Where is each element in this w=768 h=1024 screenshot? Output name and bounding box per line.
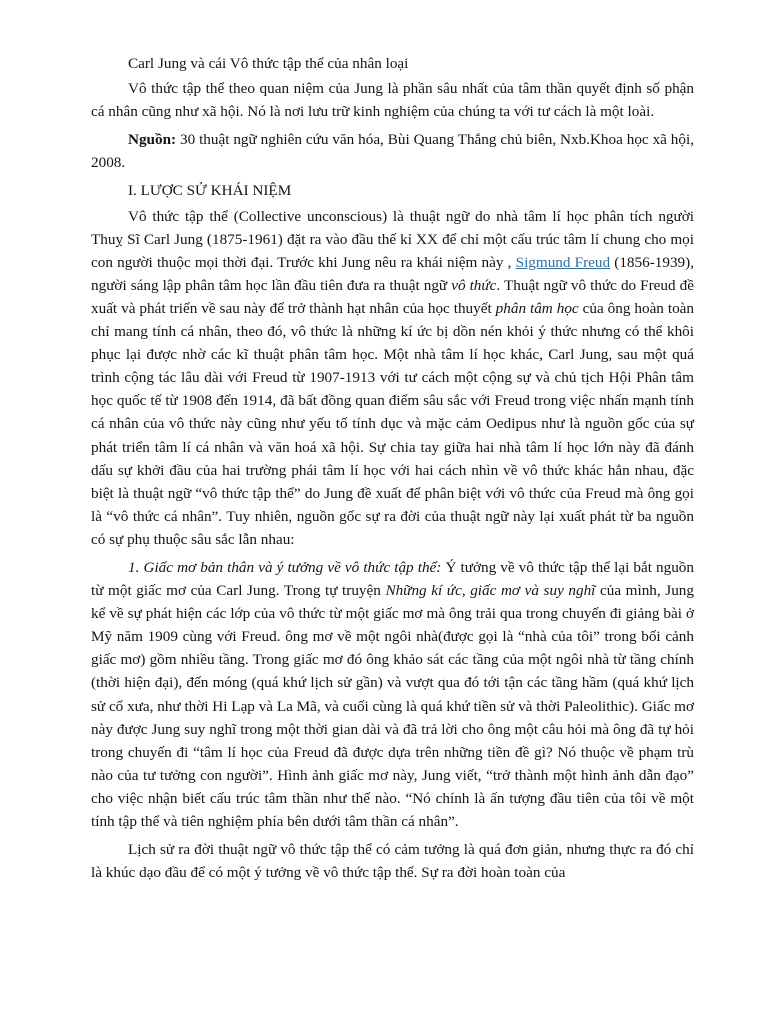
term-vo-thuc: vô thức [451, 276, 497, 294]
source-label: Nguồn: [128, 131, 177, 149]
dream-paragraph [91, 556, 694, 833]
closing-paragraph: Lịch sử ra đời thuật ngữ vô thức tập thể có cảm tưởng là quá đơn giản, nhưng thực ra đó chỉ là khúc dạo đầu để có một ý tưởng về vô thức tập thể. Sự ra đời hoàn toàn của [91, 841, 694, 882]
sigmund-freud-link[interactable]: Sigmund Freud [515, 253, 611, 271]
history-text-1: Vô thức tập thể (Collective unconscious) là thuật ngữ do nhà tâm lí học phân tích người Thuỵ Sĩ Carl Jung (1875-1961) đặt ra vào đầu thế kỉ XX để chỉ một cấu trúc tâm lí chung cho mọi con người thuộc mọi thời đại. Trước khi Jung nêu ra khái niệm này , [91, 207, 694, 271]
intro-paragraph: Vô thức tập thể theo quan niệm của Jung là phần sâu nhất của tâm thần quyết định số phận cá nhân cũng như xã hội. Nó là nơi lưu trữ kinh nghiệm của chúng ta với tư cách là một loài. [91, 80, 694, 121]
book-title: Những kí ức, giấc mơ và suy nghĩ [385, 582, 596, 600]
term-phan-tam-hoc: phân tâm học [495, 299, 579, 317]
history-text-4: của ông hoàn toàn chỉ mang tính cá nhân, theo đó, vô thức là những kí ức bị dồn nén khỏi ý thức nhưng có thể khôi phục lại được nhờ các kĩ thuật phân tâm học. Một nhà tâm lí học khác, Carl Jung, sau một quá trình cộng tác lâu dài với Freud từ 1907-1913 với tư cách một cộng sự và chủ tịch Hội Phân tâm học quốc tế từ 1908 đến 1914, đã bất đồng quan điểm sâu sắc với Freud trong việc nhấn mạnh tính cá nhân của vô thức này cũng như yếu tố tính dục và mặc cảm Oedipus như là nguồn gốc của sự phát triển tâm lí cá nhân và văn hoá xã hội. Sự chia tay giữa hai nhà tâm lí học lớn này đã đánh dấu sự khởi đầu của hai trường phái tâm lí học với hai cách nhìn về vô thức khác hẳn nhau, đặc biệt là thuật ngữ “vô thức tập thể” do Jung đề xuất để phân biệt với vô thức của Freud mà ông gọi là “vô thức cá nhân”. Tuy nhiên, nguồn gốc sự ra đời của thuật ngữ này lại xuất phát từ ba nguồn có sự phụ thuộc sâu sắc lẫn nhau: [91, 299, 695, 548]
document-title: Carl Jung và cái Vô thức tập thể của nhân loại [128, 55, 409, 72]
history-text-3: . Thuật ngữ vô thức do Freud đề xuất và phát triển về sau này để trở thành hạt nhân của học thuyết [91, 276, 694, 317]
section-heading: I. LƯỢC SỬ KHÁI NIỆM [128, 182, 292, 200]
history-paragraph [91, 205, 694, 551]
dream-heading: 1. Giấc mơ bản thân và ý tưởng về vô thức tập thể: [128, 558, 442, 576]
source-paragraph [91, 128, 694, 174]
source-text: 30 thuật ngữ nghiên cứu văn hóa, Bùi Quang Thắng chủ biên, Nxb.Khoa học xã hội, 2008. [91, 131, 694, 172]
history-text-2: (1856-1939), người sáng lập phân tâm học lần đầu tiên đưa ra thuật ngữ [91, 253, 694, 294]
dream-text-1: Ý tưởng về vô thức tập thể lại bắt nguồn từ một giấc mơ của Carl Jung. Trong tự truyện [91, 558, 694, 600]
document-page [91, 52, 694, 889]
dream-text-2: của mình, Jung kể về sự phát hiện các lớp của vô thức từ một giấc mơ mà ông trải qua trong chuyến đi giảng bài ở Mỹ năm 1909 cùng với Freud. ông mơ về một ngôi nhà(được gọi là “nhà của tôi” trong bối cảnh giấc mơ) gồm nhiều tầng. Trong giấc mơ đó ông khảo sát các tầng của một ngôi nhà từ tầng chính (thời hiện đại), đến móng (quá khứ lịch sử gần) và vượt qua đó tới tận các tầng hầm (quá khứ lịch sử cổ xưa, như thời Hi Lạp và La Mã, và cuối cùng là quá khứ tiền sử và thời Paleolithic). Giấc mơ này được Jung suy nghĩ trong một thời gian dài và đã trả lời cho ông một câu hỏi mà ông đã tự hỏi trong chuyến đi “tâm lí học của Freud đã được dựa trên những tiền đề gì? Nó thuộc về phạm trù nào của tư tưởng con người”. Hình ảnh giấc mơ này, Jung viết, “trở thành một hình ảnh dẫn đạo” cho việc nhận biết cấu trúc tâm thần như thế nào. “Nó chính là ấn tượng đầu tiên của tôi về một tính tập thể và tiên nghiệm phía bên dưới tâm thần cá nhân”. [91, 582, 694, 830]
